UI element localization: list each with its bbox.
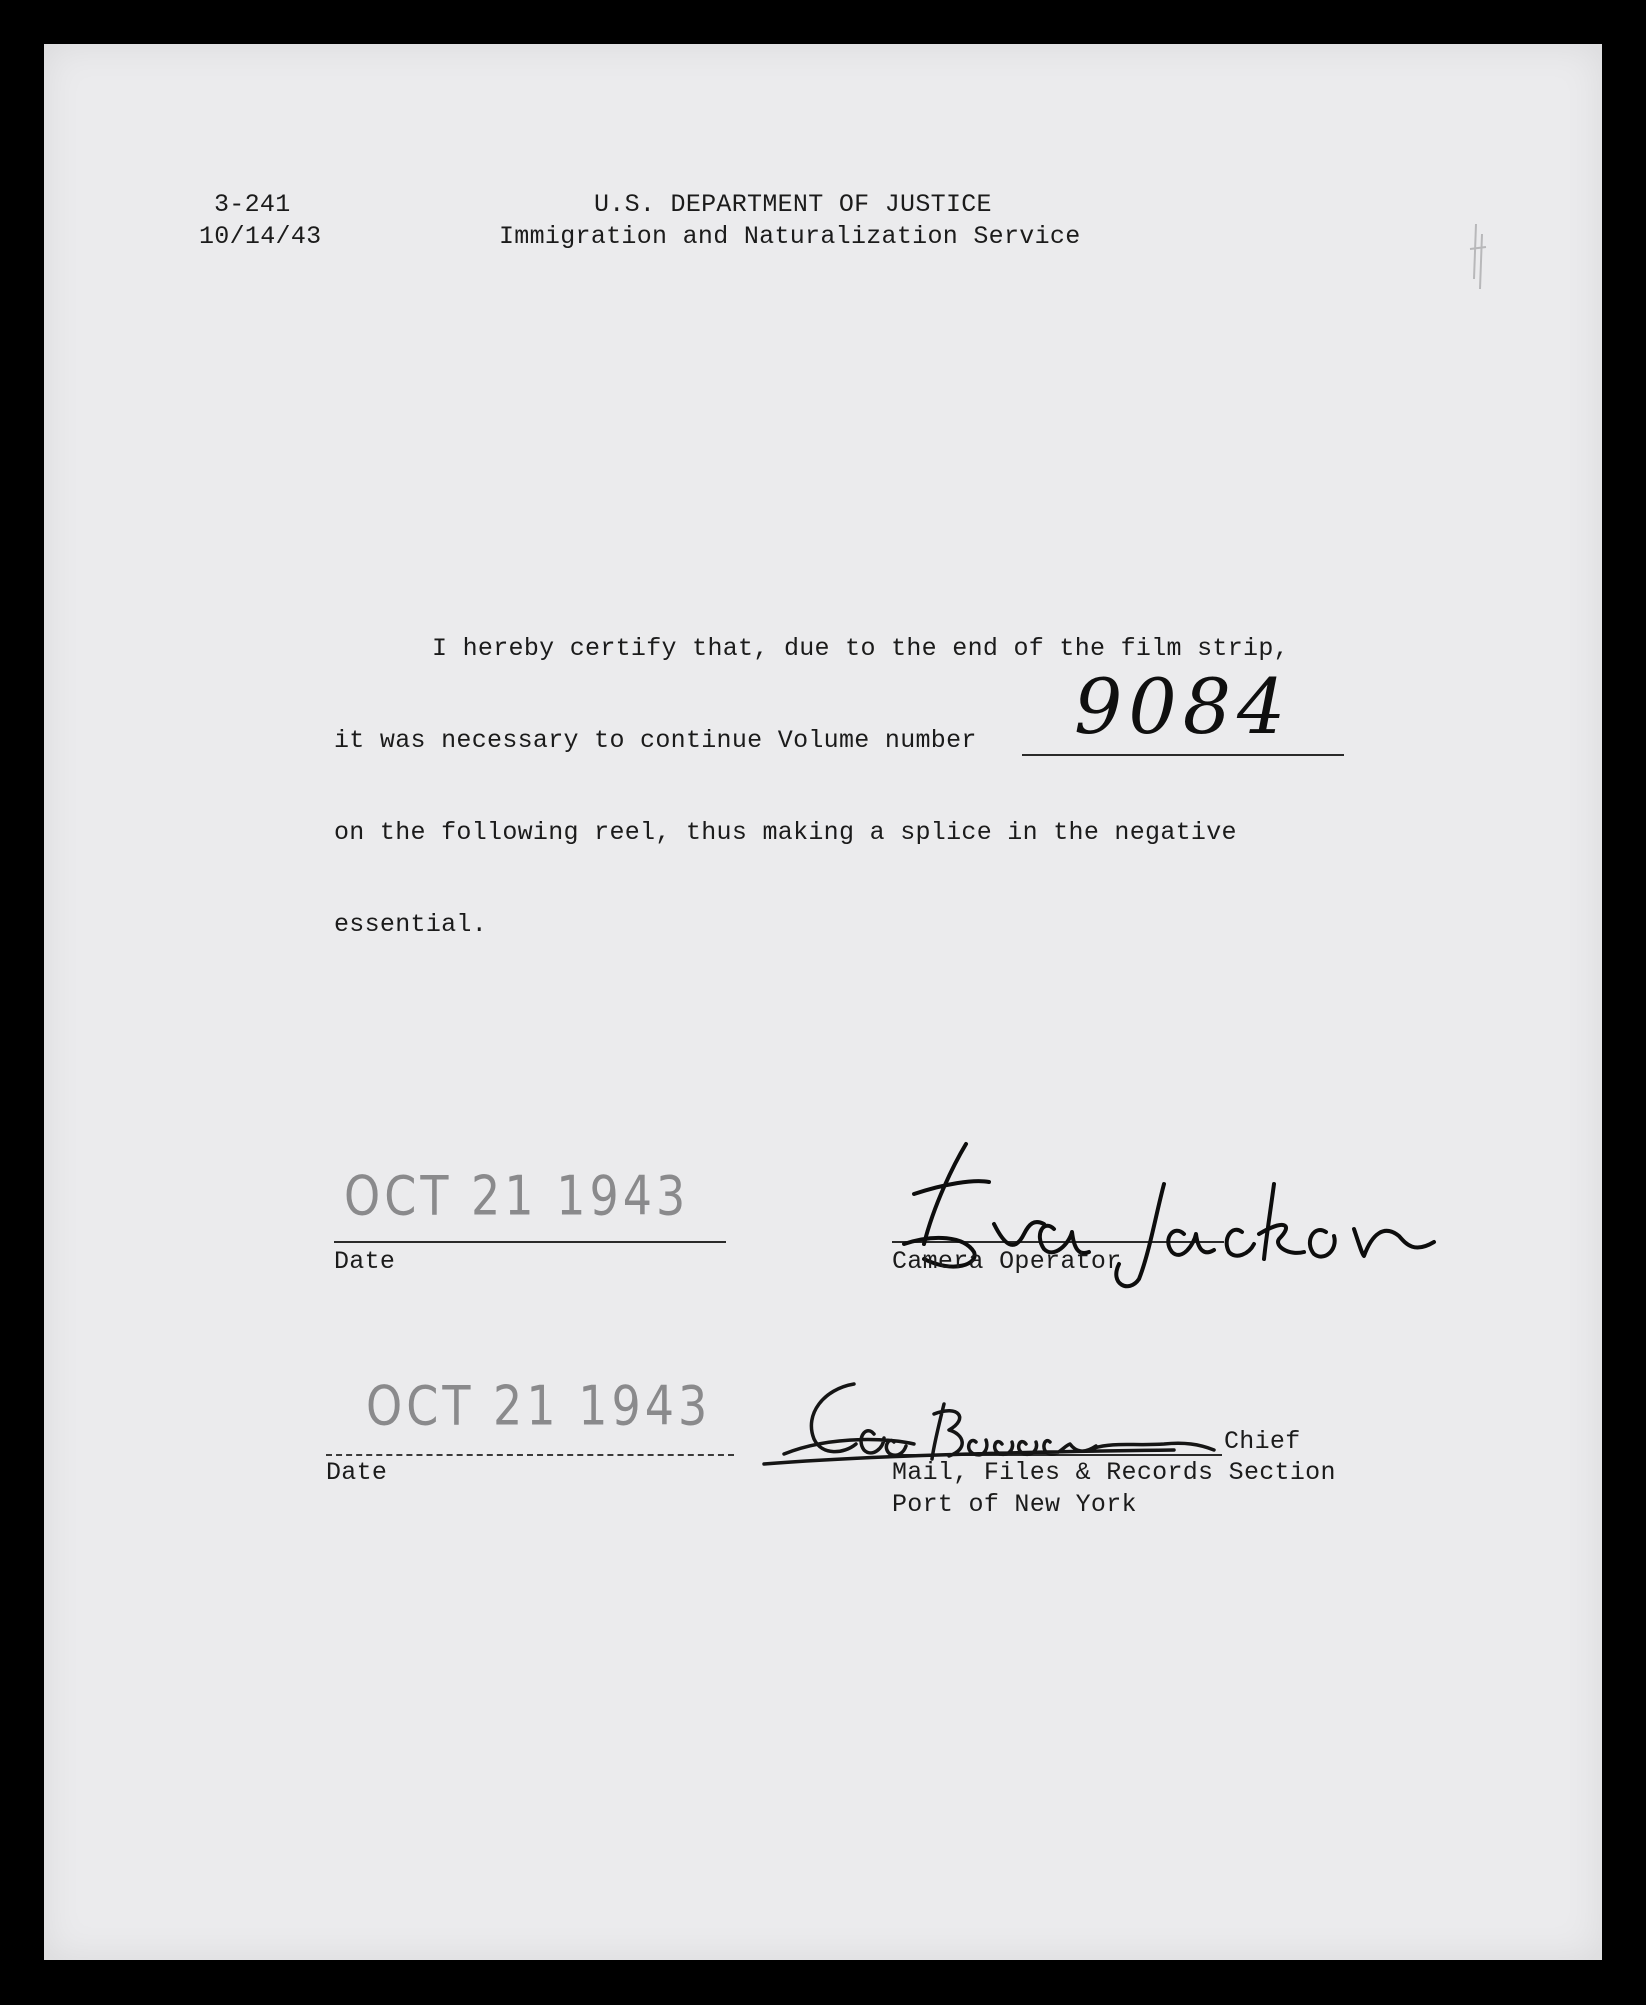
port-label: Port of New York: [892, 1490, 1137, 1519]
form-date: 10/14/43: [199, 222, 322, 251]
date-line-1: [334, 1241, 726, 1243]
pencil-mark-icon: [1464, 219, 1494, 299]
certification-line-2: it was necessary to continue Volume number: [334, 726, 977, 755]
date-line-2: [326, 1454, 734, 1456]
volume-number: 9084: [1074, 662, 1292, 751]
section-label: Mail, Files & Records Section: [892, 1458, 1336, 1487]
service-name: Immigration and Naturalization Service: [499, 222, 1081, 251]
chief-label: Chief: [1224, 1427, 1301, 1456]
department-title: U.S. DEPARTMENT OF JUSTICE: [594, 190, 992, 219]
certification-line-1: I hereby certify that, due to the end of the film strip,: [432, 634, 1289, 663]
document-page: [44, 44, 1602, 1960]
date-stamp-1: OCT 21 1943: [344, 1164, 690, 1228]
form-code: 3-241: [214, 190, 291, 219]
certification-line-4: essential.: [334, 910, 488, 939]
date-label-2: Date: [326, 1458, 388, 1487]
camera-operator-label: Camera Operator: [892, 1247, 1122, 1276]
date-stamp-2: OCT 21 1943: [366, 1374, 712, 1438]
certification-line-3: on the following reel, thus making a splice in the negative: [334, 818, 1237, 847]
volume-number-line: [1022, 754, 1344, 756]
date-label-1: Date: [334, 1247, 396, 1276]
